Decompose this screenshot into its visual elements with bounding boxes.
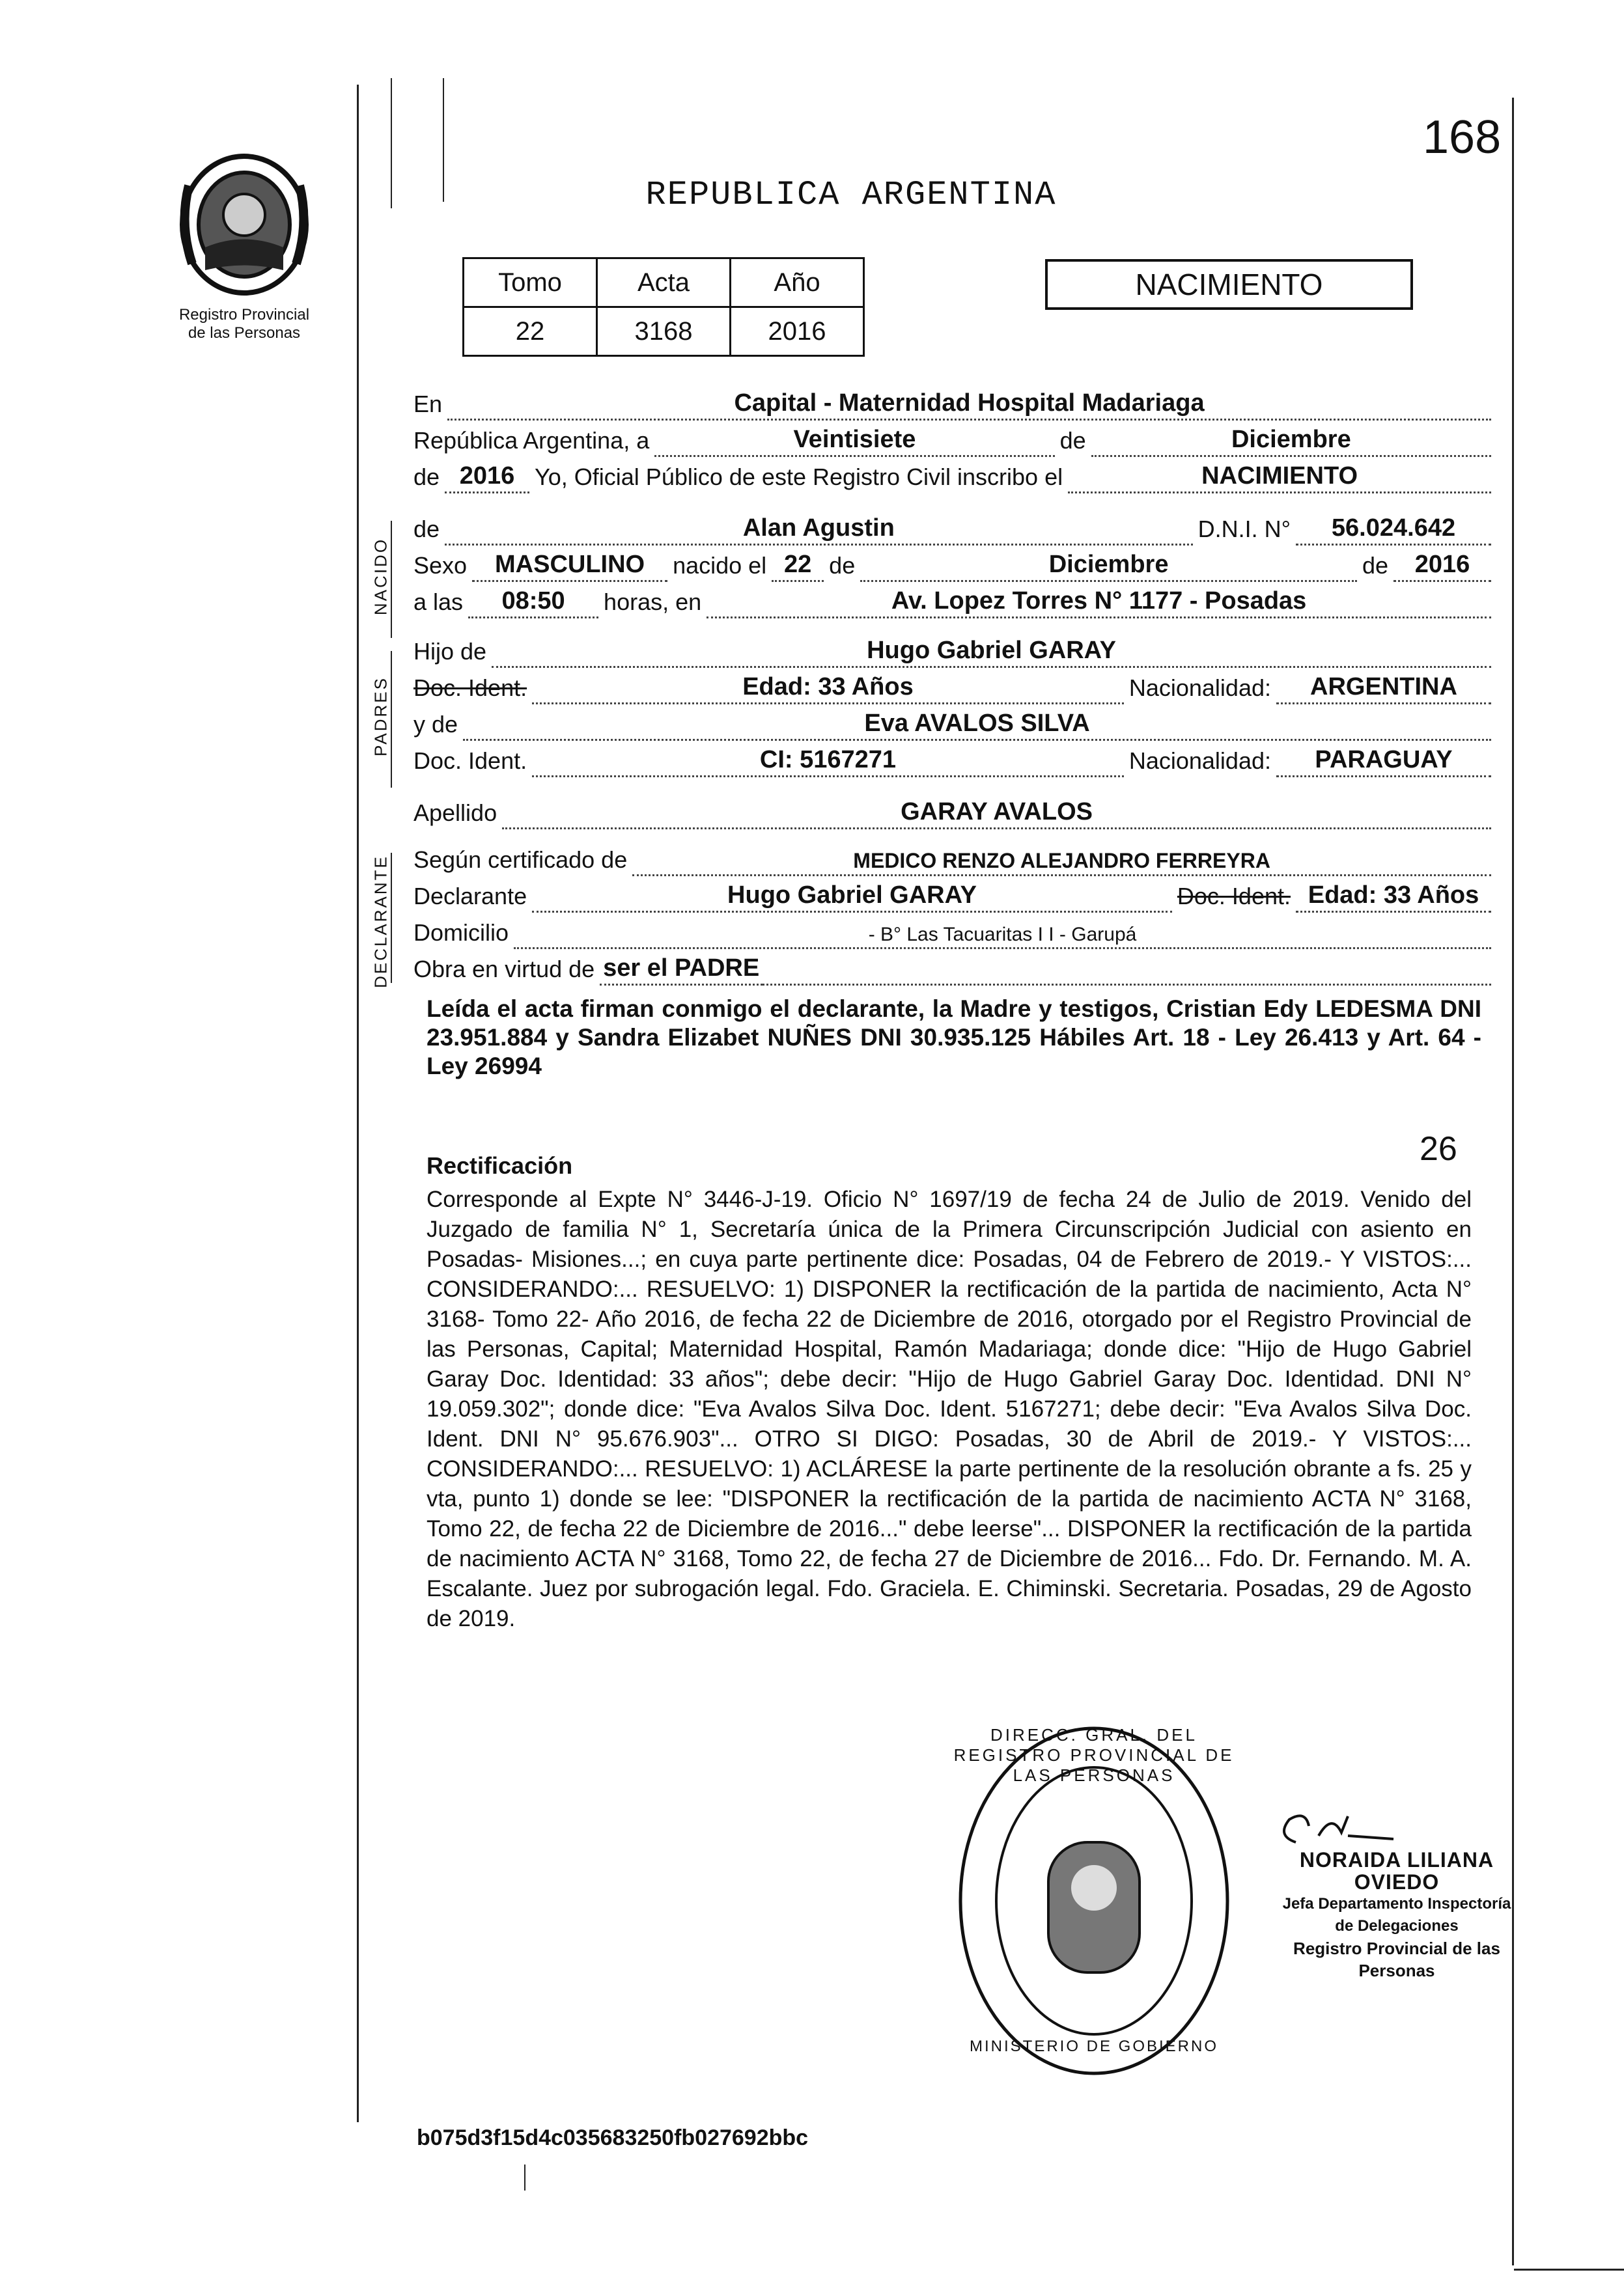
field-declarante-doc: Edad: 33 Años <box>1296 881 1491 913</box>
row-padre-doc <box>413 668 1491 704</box>
field-apellido: GARAY AVALOS <box>502 798 1491 829</box>
record-header-acta: Acta <box>597 258 731 307</box>
row-hora <box>413 582 1491 618</box>
label-declarante: Declarante <box>413 883 527 909</box>
label-dni: D.N.I. N° <box>1197 516 1291 542</box>
field-obra-rest <box>763 982 1491 986</box>
label-nacionalidad-padre: Nacionalidad: <box>1128 674 1271 701</box>
record-table <box>462 257 865 357</box>
label-de-anio: de <box>413 463 440 490</box>
label-y-de: y de <box>413 711 458 738</box>
row-madre <box>413 704 1491 741</box>
left-margin-line <box>357 85 359 2122</box>
record-value-acta: 3168 <box>597 307 731 356</box>
label-oficial: Yo, Oficial Público de este Registro Civil inscribo el <box>535 463 1063 490</box>
signature-line-3: Registro Provincial de las Personas <box>1293 1939 1500 1980</box>
footer-tick <box>524 2165 525 2191</box>
label-de-mes: de <box>829 552 856 579</box>
row-madre-doc <box>413 741 1491 777</box>
label-segun: Según certificado de <box>413 846 628 873</box>
row-nombre <box>413 509 1491 546</box>
row-fecha <box>413 421 1491 457</box>
row-obra <box>413 949 1491 986</box>
label-nacionalidad-madre: Nacionalidad: <box>1128 747 1271 774</box>
signature-name: NORAIDA LILIANA OVIEDO <box>1299 1848 1494 1894</box>
registry-line-2: de las Personas <box>188 324 301 342</box>
field-dia: Veintisiete <box>654 426 1054 457</box>
side-label-padres: PADRES <box>371 676 391 756</box>
signature-stamp <box>1260 1849 1533 1982</box>
closing-text: Leída el acta firman conmigo el declarante, la Madre y testigos, Cristian Edy LEDESMA DNI 23.951.884 y Sandra Elizabet NUÑES DNI 30.935.125 Hábiles Art. 18 - Ley 26.413 y Art. 64 - Ley 26994 <box>427 995 1481 1079</box>
label-en: En <box>413 391 443 417</box>
page-number: 168 <box>1423 111 1502 163</box>
label-republica: República Argentina, a <box>413 427 650 454</box>
row-oficial <box>413 457 1491 493</box>
field-certificado: MEDICO RENZO ALEJANDRO FERREYRA <box>632 849 1491 876</box>
record-header-tomo: Tomo <box>464 258 597 307</box>
field-tipo: NACIMIENTO <box>1068 462 1491 493</box>
label-apellido: Apellido <box>413 799 497 826</box>
row-sexo <box>413 546 1491 582</box>
field-declarante: Hugo Gabriel GARAY <box>532 881 1172 913</box>
label-doc-ident-struck: Doc. Ident. <box>413 674 527 701</box>
document-hash: b075d3f15d4c035683250fb027692bbc <box>417 2125 809 2150</box>
record-header-anio: Año <box>731 258 864 307</box>
field-lugar: Capital - Maternidad Hospital Madariaga <box>447 389 1491 421</box>
row-padre <box>413 631 1491 668</box>
label-hijo-de: Hijo de <box>413 638 487 665</box>
record-value-tomo: 22 <box>464 307 597 356</box>
field-nac-dia: 22 <box>772 551 824 582</box>
annotation-number: 26 <box>1420 1130 1457 1168</box>
row-declarante <box>413 876 1491 913</box>
row-certificado <box>413 840 1491 876</box>
field-domicilio: - B° Las Tacuaritas I I - Garupá <box>514 924 1491 949</box>
province-coat-of-arms-icon <box>166 146 322 303</box>
seal-text: DIRECC. GRAL. DEL REGISTRO PROVINCIAL DE LAS PERSONAS <box>953 1725 1235 1785</box>
field-padre: Hugo Gabriel GARAY <box>492 637 1491 668</box>
label-horas-en: horas, en <box>604 588 702 615</box>
field-obra: ser el PADRE <box>600 954 763 986</box>
field-dni: 56.024.642 <box>1296 514 1491 546</box>
label-de-anio-nac: de <box>1362 552 1388 579</box>
label-doc-ident-declarante: Doc. Ident. <box>1177 883 1291 909</box>
field-mes: Diciembre <box>1091 426 1491 457</box>
field-madre-nac: PARAGUAY <box>1276 746 1491 777</box>
field-nac-mes: Diciembre <box>860 551 1357 582</box>
record-value-anio: 2016 <box>731 307 864 356</box>
country-title: REPUBLICA ARGENTINA <box>645 176 1057 214</box>
label-domicilio: Domicilio <box>413 919 509 946</box>
annotation-title: Rectificación <box>427 1152 573 1179</box>
signature-line-2: de Delegaciones <box>1335 1917 1459 1935</box>
side-label-declarante: DECLARANTE <box>371 855 391 988</box>
label-obra: Obra en virtud de <box>413 956 595 982</box>
row-domicilio <box>413 913 1491 949</box>
side-label-nacido: NACIDO <box>371 537 391 616</box>
act-type-box: NACIMIENTO <box>1045 259 1413 310</box>
field-madre: Eva AVALOS SILVA <box>463 710 1491 741</box>
field-padre-nac: ARGENTINA <box>1276 673 1491 704</box>
bottom-corner-line <box>1514 2269 1624 2271</box>
field-madre-doc: CI: 5167271 <box>532 746 1124 777</box>
registry-name <box>150 306 339 342</box>
label-sexo: Sexo <box>413 552 468 579</box>
field-nac-anio: 2016 <box>1393 551 1491 582</box>
label-de-nombre: de <box>413 516 440 542</box>
field-lugar-nac: Av. Lopez Torres N° 1177 - Posadas <box>707 587 1491 618</box>
field-anio: 2016 <box>445 462 529 493</box>
seal-inner-text: MINISTERIO DE GOBIERNO <box>969 2038 1219 2055</box>
signature-line-1: Jefa Departamento Inspectoría <box>1282 1895 1511 1913</box>
row-apellido <box>413 793 1491 829</box>
field-padre-doc: Edad: 33 Años <box>532 673 1124 704</box>
row-lugar <box>413 384 1491 421</box>
label-de: de <box>1059 427 1086 454</box>
field-sexo: MASCULINO <box>472 551 667 582</box>
field-hora: 08:50 <box>468 587 598 618</box>
label-doc-ident: Doc. Ident. <box>413 747 527 774</box>
label-nacido-el: nacido el <box>673 552 767 579</box>
label-a-las: a las <box>413 588 464 615</box>
annotation-body: Corresponde al Expte N° 3446-J-19. Oficio N° 1697/19 de fecha 24 de Julio de 2019. Venido del Juzgado de familia N° 1, Secretaría única de la Primera Circunscripción Judicial con asiento en Posadas- Misiones...; en cuya parte pertinente dice: Posadas, 04 de Febrero de 2019.- Y VISTOS:... CONSIDERANDO:... RESUELVO: 1) DISPONER la rectificación de la partida de nacimiento, Acta N° 3168- Tomo 22- Año 2016, de fecha 22 de Diciembre de 2016, otorgado por el Registro Provincial de las Personas, Capital; Maternidad Hospital, Ramón Madariaga; donde dice: "Hijo de Hugo Gabriel Garay Doc. Identidad: 33 años"; debe decir: "Hijo de Hugo Gabriel Garay Doc. Identidad. DNI N° 19.059.302"; donde dice: "Eva Avalos Silva Doc. Ident. 5167271; debe decir: "Eva Avalos Silva Doc. Ident. DNI N° 95.676.903"... OTRO SI DIGO: Posadas, 30 de Abril de 2019.- Y VISTOS:... CONSIDERANDO:... RESUELVO: 1) ACLÁRESE la parte pertinente de la resolución obrante a fs. 25 y vta, punto 1) donde se lee: "DISPONER la rectificación de la partida de nacimiento ACTA N° 3168, Tomo 22, de fecha 22 de Diciembre de 2016..." debe leerse"... DISPONER la rectificación de la partida de nacimiento ACTA N° 3168, Tomo 22, de fecha 27 de Diciembre de 2016... Fdo. Dr. Fernando. M. A. Escalante. Juez por subrogación legal. Fdo. Graciela. E. Chiminski. Secretaria. Posadas, 29 de Agosto de 2019. <box>427 1187 1472 1631</box>
field-nombre: Alan Agustin <box>445 514 1193 546</box>
official-seal <box>951 1712 1237 2077</box>
registry-line-1: Registro Provincial <box>178 306 310 324</box>
